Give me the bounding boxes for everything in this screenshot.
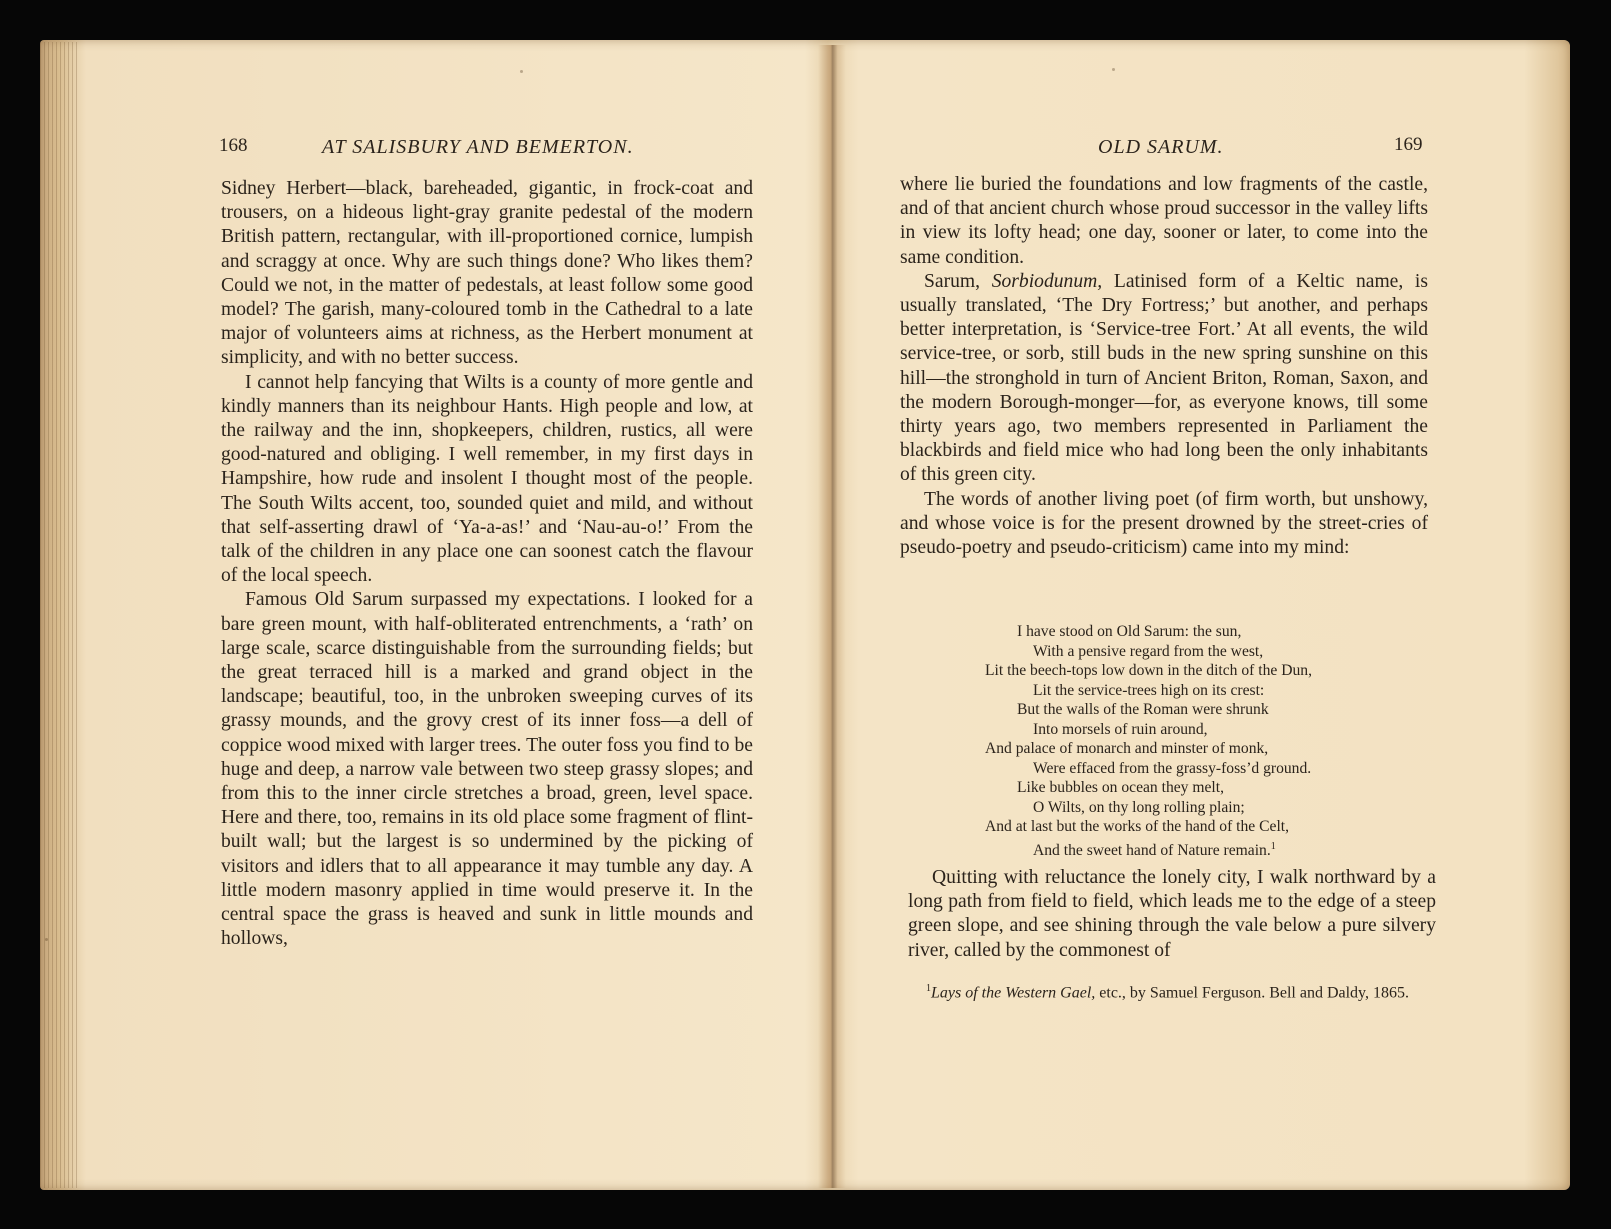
right-page-number: 169 (1394, 134, 1423, 155)
paragraph: Famous Old Sarum surpassed my expectations. I looked for a bare green mount, with half-obliterated entrenchments, a ‘rath’ on large scale, scarce distinguishable from the surrounding fields; but the great terraced hill is a marked and grand object in the landscape; beautiful, too, in the unbroken sweeping curves of its grassy mounds, and the grovy crest of its inner foss—a dell of coppice wood mixed with larger trees. The outer foss you find to be huge and deep, a narrow vale between two steep grassy slopes; and from this to the inner circle stretches a broad, green, level space. Here and there, too, remains in its old place some fragment of flint-built wall; but the largest is so undermined by the picking of visitors and idlers that to all appearance it may tumble any day. A little modern masonry applied in time would preserve it. In the central space the grass is heaved and sunk in little mounds and hollows, (221, 589, 753, 950)
left-running-head: AT SALISBURY AND BEMERTON. (322, 136, 634, 158)
footnote-title: Lays of the Western Gael, (931, 984, 1096, 1002)
footnote-number: 1 (926, 983, 931, 994)
poem-line: Lit the beech-tops low down in the ditch of the Dun, (985, 662, 1312, 679)
paragraph: Quitting with reluctance the lonely city, I walk northward by a long path from field to field, which leads me to the edge of a steep green slope, and see shining through the vale below a pure silvery river, called by the commonest of (908, 867, 1436, 961)
right-page-body (900, 173, 1428, 560)
right-page (830, 0, 1611, 1229)
footnote-marker: 1 (1270, 840, 1276, 852)
poem-line-text: And the sweet hand of Nature remain. (1033, 841, 1271, 859)
paragraph (900, 270, 1428, 488)
poem-line: Were effaced from the grassy-foss’d ground. (1033, 759, 1312, 777)
left-page-number: 168 (219, 135, 248, 156)
poem-line: And at last but the works of the hand of the Celt, (985, 818, 1290, 835)
poem-quotation (985, 622, 1312, 860)
poem-line: But the walls of the Roman were shrunk (1017, 701, 1269, 718)
footnote (910, 978, 1438, 1004)
paragraph-text: Latinised form of a Keltic name, is usually translated, ‘The Dry Fortress;’ but another, and perhaps better interpretation, is ‘Service-tree Fort.’ At all events, the wild service-tree, or sorb, still buds in the new spring sunshine on this hill—the stronghold in turn of Ancient Briton, Roman, Saxon, and the modern Borough-monger—for, as everyone knows, till some thirty years ago, two members represented in Parliament the blackbirds and field mice who had long been the only inhabitants of this green city. (900, 270, 1428, 486)
footnote-text: etc., by Samuel Ferguson. Bell and Daldy, 1865. (1095, 984, 1410, 1002)
paragraph: Sidney Herbert—black, bareheaded, gigantic, in frock-coat and trousers, on a hideous light-gray granite pedestal of the modern British pattern, rectangular, with ill-proportioned cornice, lumpish and scraggy at once. Why are such things done? Who likes them? Could we not, in the matter of pedestals, at least follow some good model? The garish, many-coloured tomb in the Cathedral to a late major of volunteers aims at richness, as the Herbert monument at simplicity, and with no better success. (221, 178, 753, 369)
poem-line: And palace of monarch and minster of monk, (985, 740, 1269, 757)
paragraph: The words of another living poet (of firm worth, but unshowy, and whose voice is for the present drowned by the street-cries of pseudo-poetry and pseudo-criticism) came into my mind: (900, 488, 1428, 559)
right-page-body-continued (908, 866, 1436, 963)
paragraph: I cannot help fancying that Wilts is a county of more gentle and kindly manners than its neighbour Hants. High people and low, at the railway and the inn, shopkeepers, children, rustics, all were good-natured and obliging. I well remember, in my first days in Hampshire, how rude and insolent I thought most of the people. The South Wilts accent, too, sounded quiet and mild, and without that self-asserting drawl of ‘Ya-a-as!’ and ‘Nau-au-o!’ From the talk of the children in any place one can soonest catch the flavour of the local speech. (221, 371, 753, 587)
poem-line: Like bubbles on ocean they melt, (1017, 779, 1224, 796)
poem-line (985, 837, 1312, 861)
poem-line: Into morsels of ruin around, (1033, 720, 1208, 738)
left-page-body (221, 177, 753, 952)
paper-speck (520, 70, 523, 73)
latin-name: Sorbiodunum, (991, 270, 1103, 292)
right-running-head: OLD SARUM. (1098, 136, 1224, 158)
paper-speck (1112, 68, 1115, 71)
poem-line: O Wilts, on thy long rolling plain; (1033, 798, 1245, 816)
poem-line: I have stood on Old Sarum: the sun, (1017, 623, 1242, 640)
paragraph: where lie buried the foundations and low fragments of the castle, and of that ancient church whose proud successor in the valley lifts in view its lofty head; one day, sooner or later, to come into the same condition. (900, 174, 1428, 268)
paragraph-text: Sarum, (924, 270, 992, 292)
paper-speck (45, 938, 48, 941)
poem-line: With a pensive regard from the west, (1033, 642, 1264, 660)
poem-line: Lit the service-trees high on its crest: (1033, 681, 1265, 699)
